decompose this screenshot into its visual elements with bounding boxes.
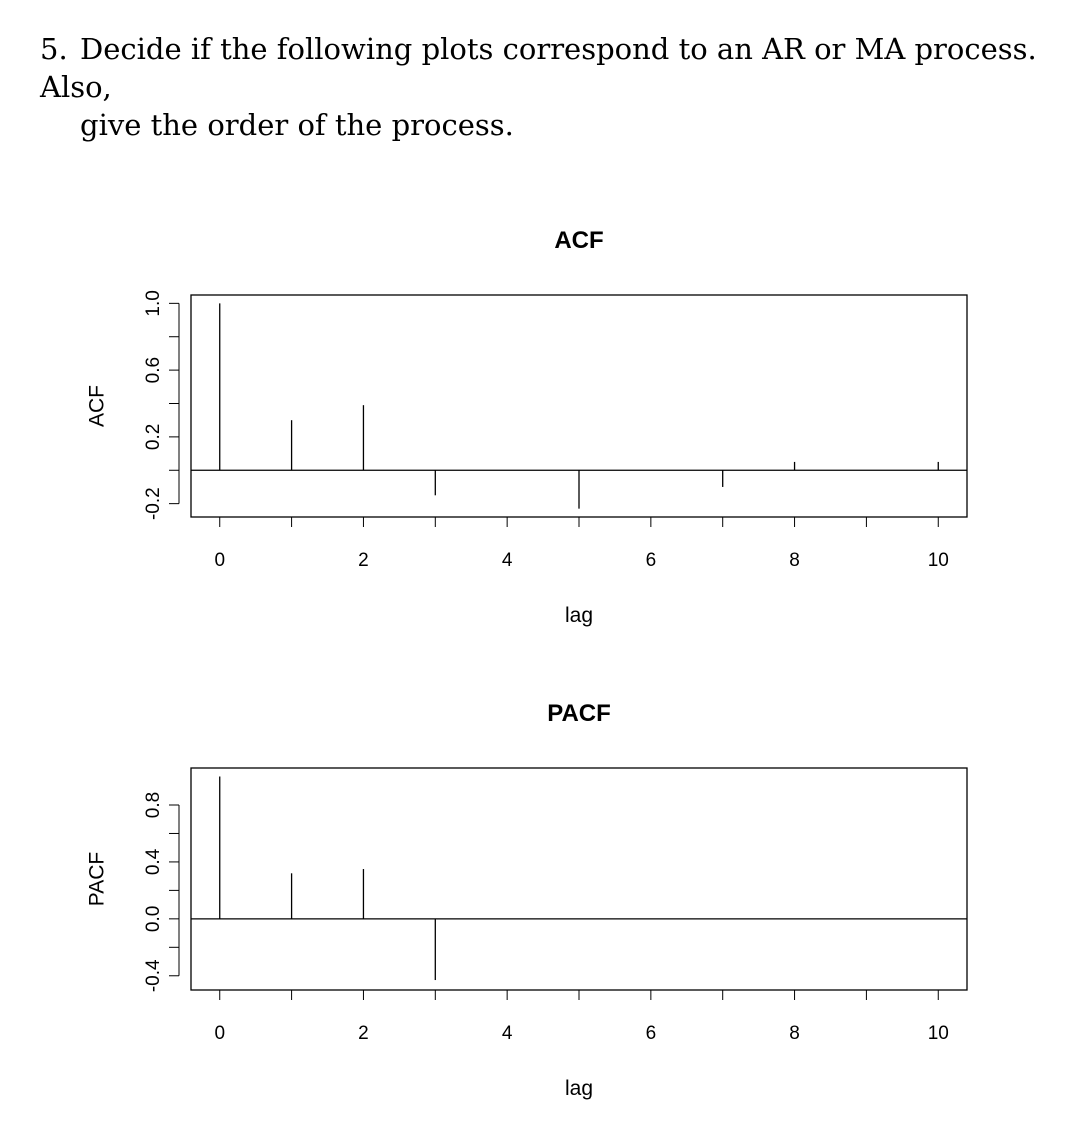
acf-xtick-label: 4: [501, 550, 513, 571]
pacf-xtick-label: 6: [645, 1023, 657, 1044]
acf-xtick-label: 2: [358, 550, 369, 571]
acf-ytick-label: -0.2: [143, 487, 165, 521]
question-line-1-text: Decide if the following plots correspond to an AR or MA process. Also,: [40, 32, 1037, 104]
acf-xtick-label: 10: [927, 550, 949, 571]
acf-yaxis-label: ACF: [85, 385, 109, 427]
pacf-ytick-label: 0.4: [143, 848, 165, 876]
pacf-xtick-label: 10: [927, 1023, 949, 1044]
pacf-chart-title: PACF: [547, 700, 611, 727]
pacf-xtick-label: 2: [358, 1023, 369, 1044]
acf-xtick-label: 8: [789, 550, 800, 571]
pacf-xtick-label: 8: [789, 1023, 800, 1044]
acf-xtick-label: 6: [645, 550, 657, 571]
acf-ytick-label: 0.2: [143, 423, 165, 451]
pacf-yaxis-label: PACF: [85, 851, 109, 907]
pacf-ytick-label: 0.8: [143, 791, 165, 819]
acf-chart-title: ACF: [554, 227, 604, 254]
acf-ytick-label: 1.0: [143, 290, 165, 317]
pacf-xtick-label: 4: [501, 1023, 513, 1044]
pacf-plot-frame: [191, 768, 967, 990]
pacf-ytick-label: 0.0: [143, 905, 165, 933]
pacf-xtick-label: 0: [214, 1023, 226, 1044]
pacf-xaxis-label: lag: [564, 1077, 594, 1100]
question-number: 5.: [40, 32, 68, 66]
pacf-ytick-label: -0.4: [143, 959, 165, 993]
acf-xtick-label: 0: [214, 550, 226, 571]
acf-xaxis-label: lag: [564, 604, 594, 627]
acf-ytick-label: 0.6: [143, 356, 165, 384]
question-line-2: give the order of the process.: [80, 108, 514, 142]
